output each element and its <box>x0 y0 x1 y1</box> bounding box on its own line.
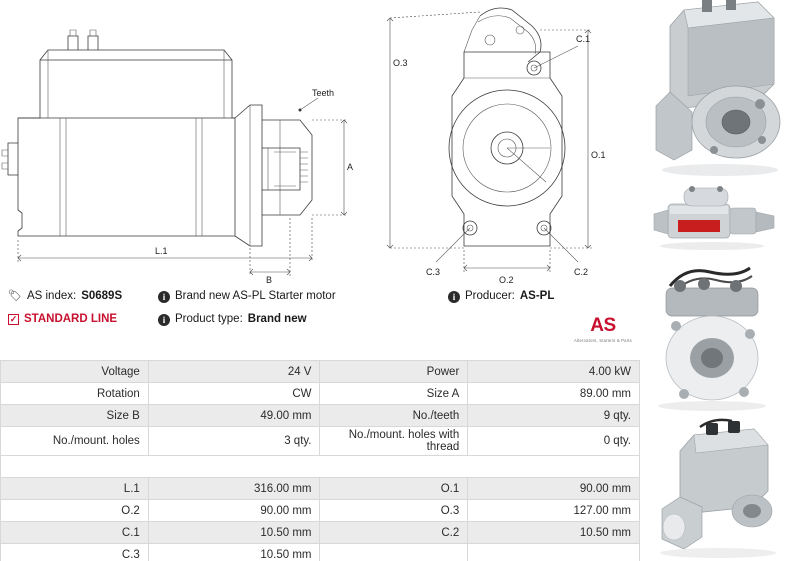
spec-value: 10.50 mm <box>148 522 320 544</box>
product-photo-1[interactable] <box>640 0 790 180</box>
spec-value: CW <box>148 383 320 405</box>
drawing-label-l1: L.1 <box>155 246 168 256</box>
table-row <box>1 383 640 405</box>
producer-label: Producer: <box>465 290 515 302</box>
spec-label: O.1 <box>320 478 468 500</box>
starter-side-view-drawing <box>0 0 360 285</box>
spec-label: O.3 <box>320 500 468 522</box>
table-row <box>1 478 640 500</box>
drawing-label-b: B <box>266 275 273 285</box>
spec-label: No./mount. holes with thread <box>320 427 468 456</box>
info-line-2 <box>8 313 632 326</box>
info-icon: i <box>158 291 170 303</box>
table-row <box>1 427 640 456</box>
brand-new-label: Brand new AS-PL Starter motor <box>175 290 336 302</box>
spec-label: O.2 <box>1 500 149 522</box>
spec-label: Size A <box>320 383 468 405</box>
table-row <box>1 405 640 427</box>
info-icon: i <box>448 291 460 303</box>
spec-value: 4.00 kW <box>468 361 640 383</box>
product-type-value: Brand new <box>247 313 307 325</box>
product-photo-3[interactable] <box>640 260 790 415</box>
product-info-block <box>0 286 640 358</box>
drawing-label-teeth: Teeth <box>312 88 335 98</box>
product-type-label: Product type: <box>175 313 243 325</box>
spec-value: 10.50 mm <box>148 544 320 561</box>
spec-label: No./mount. holes <box>1 427 149 456</box>
spec-value: 0 qty. <box>468 427 640 456</box>
spec-value: 3 qty. <box>148 427 320 456</box>
product-type-group <box>158 313 448 326</box>
spec-value: 9 qty. <box>468 405 640 427</box>
spec-value: 127.00 mm <box>468 500 640 522</box>
info-line-1 <box>8 290 632 303</box>
empty-cell <box>320 544 468 561</box>
drawing-label-o1: O.1 <box>591 150 606 160</box>
producer-value: AS-PL <box>519 290 555 302</box>
as-index-label: AS index: <box>26 290 77 302</box>
product-photo-2[interactable] <box>640 180 790 260</box>
drawing-label-o2: O.2 <box>499 275 514 285</box>
empty-cell <box>468 544 640 561</box>
table-row <box>1 361 640 383</box>
spec-value: 90.00 mm <box>148 500 320 522</box>
as-index-value: S0689S <box>81 290 123 302</box>
spec-value: 90.00 mm <box>468 478 640 500</box>
producer-group <box>448 290 632 303</box>
spec-value: 316.00 mm <box>148 478 320 500</box>
technical-drawings <box>0 0 640 285</box>
spec-value: 89.00 mm <box>468 383 640 405</box>
table-row <box>1 544 640 561</box>
logo-tagline: Alternators, Starters & Parts <box>574 338 632 343</box>
spec-label: Power <box>320 361 468 383</box>
info-icon: i <box>158 314 170 326</box>
spec-label: C.1 <box>1 522 149 544</box>
standard-line-group <box>8 313 158 325</box>
spec-label: No./teeth <box>320 405 468 427</box>
spec-label: C.3 <box>1 544 149 561</box>
spec-label: Rotation <box>1 383 149 405</box>
spec-label: C.2 <box>320 522 468 544</box>
starter-flange-view-drawing <box>360 0 640 285</box>
spec-value: 49.00 mm <box>148 405 320 427</box>
drawing-label-c2: C.2 <box>574 267 589 277</box>
spec-value: 10.50 mm <box>468 522 640 544</box>
table-row <box>1 522 640 544</box>
table-row <box>1 500 640 522</box>
specifications-table <box>0 360 640 561</box>
spec-label: Voltage <box>1 361 149 383</box>
as-index-group <box>8 290 158 302</box>
spacer-cell <box>1 456 640 478</box>
logo-mark: AS <box>590 315 616 336</box>
spec-label: Size B <box>1 405 149 427</box>
table-separator-row <box>1 456 640 478</box>
brand-new-group <box>158 290 448 303</box>
drawing-label-c3: C.3 <box>426 267 441 277</box>
standard-line-label: STANDARD LINE <box>24 313 118 325</box>
standard-line-badge <box>8 313 117 325</box>
tag-icon: 🏷 <box>8 289 22 302</box>
product-photo-4[interactable] <box>640 415 790 561</box>
check-icon: ✓ <box>9 313 18 324</box>
product-photo-gallery <box>640 0 790 561</box>
spec-value: 24 V <box>148 361 320 383</box>
spec-label: L.1 <box>1 478 149 500</box>
drawing-label-c1: C.1 <box>576 34 591 44</box>
drawing-label-a: A <box>347 162 354 172</box>
as-pl-logo <box>566 316 640 343</box>
drawing-label-o3: O.3 <box>393 58 408 68</box>
